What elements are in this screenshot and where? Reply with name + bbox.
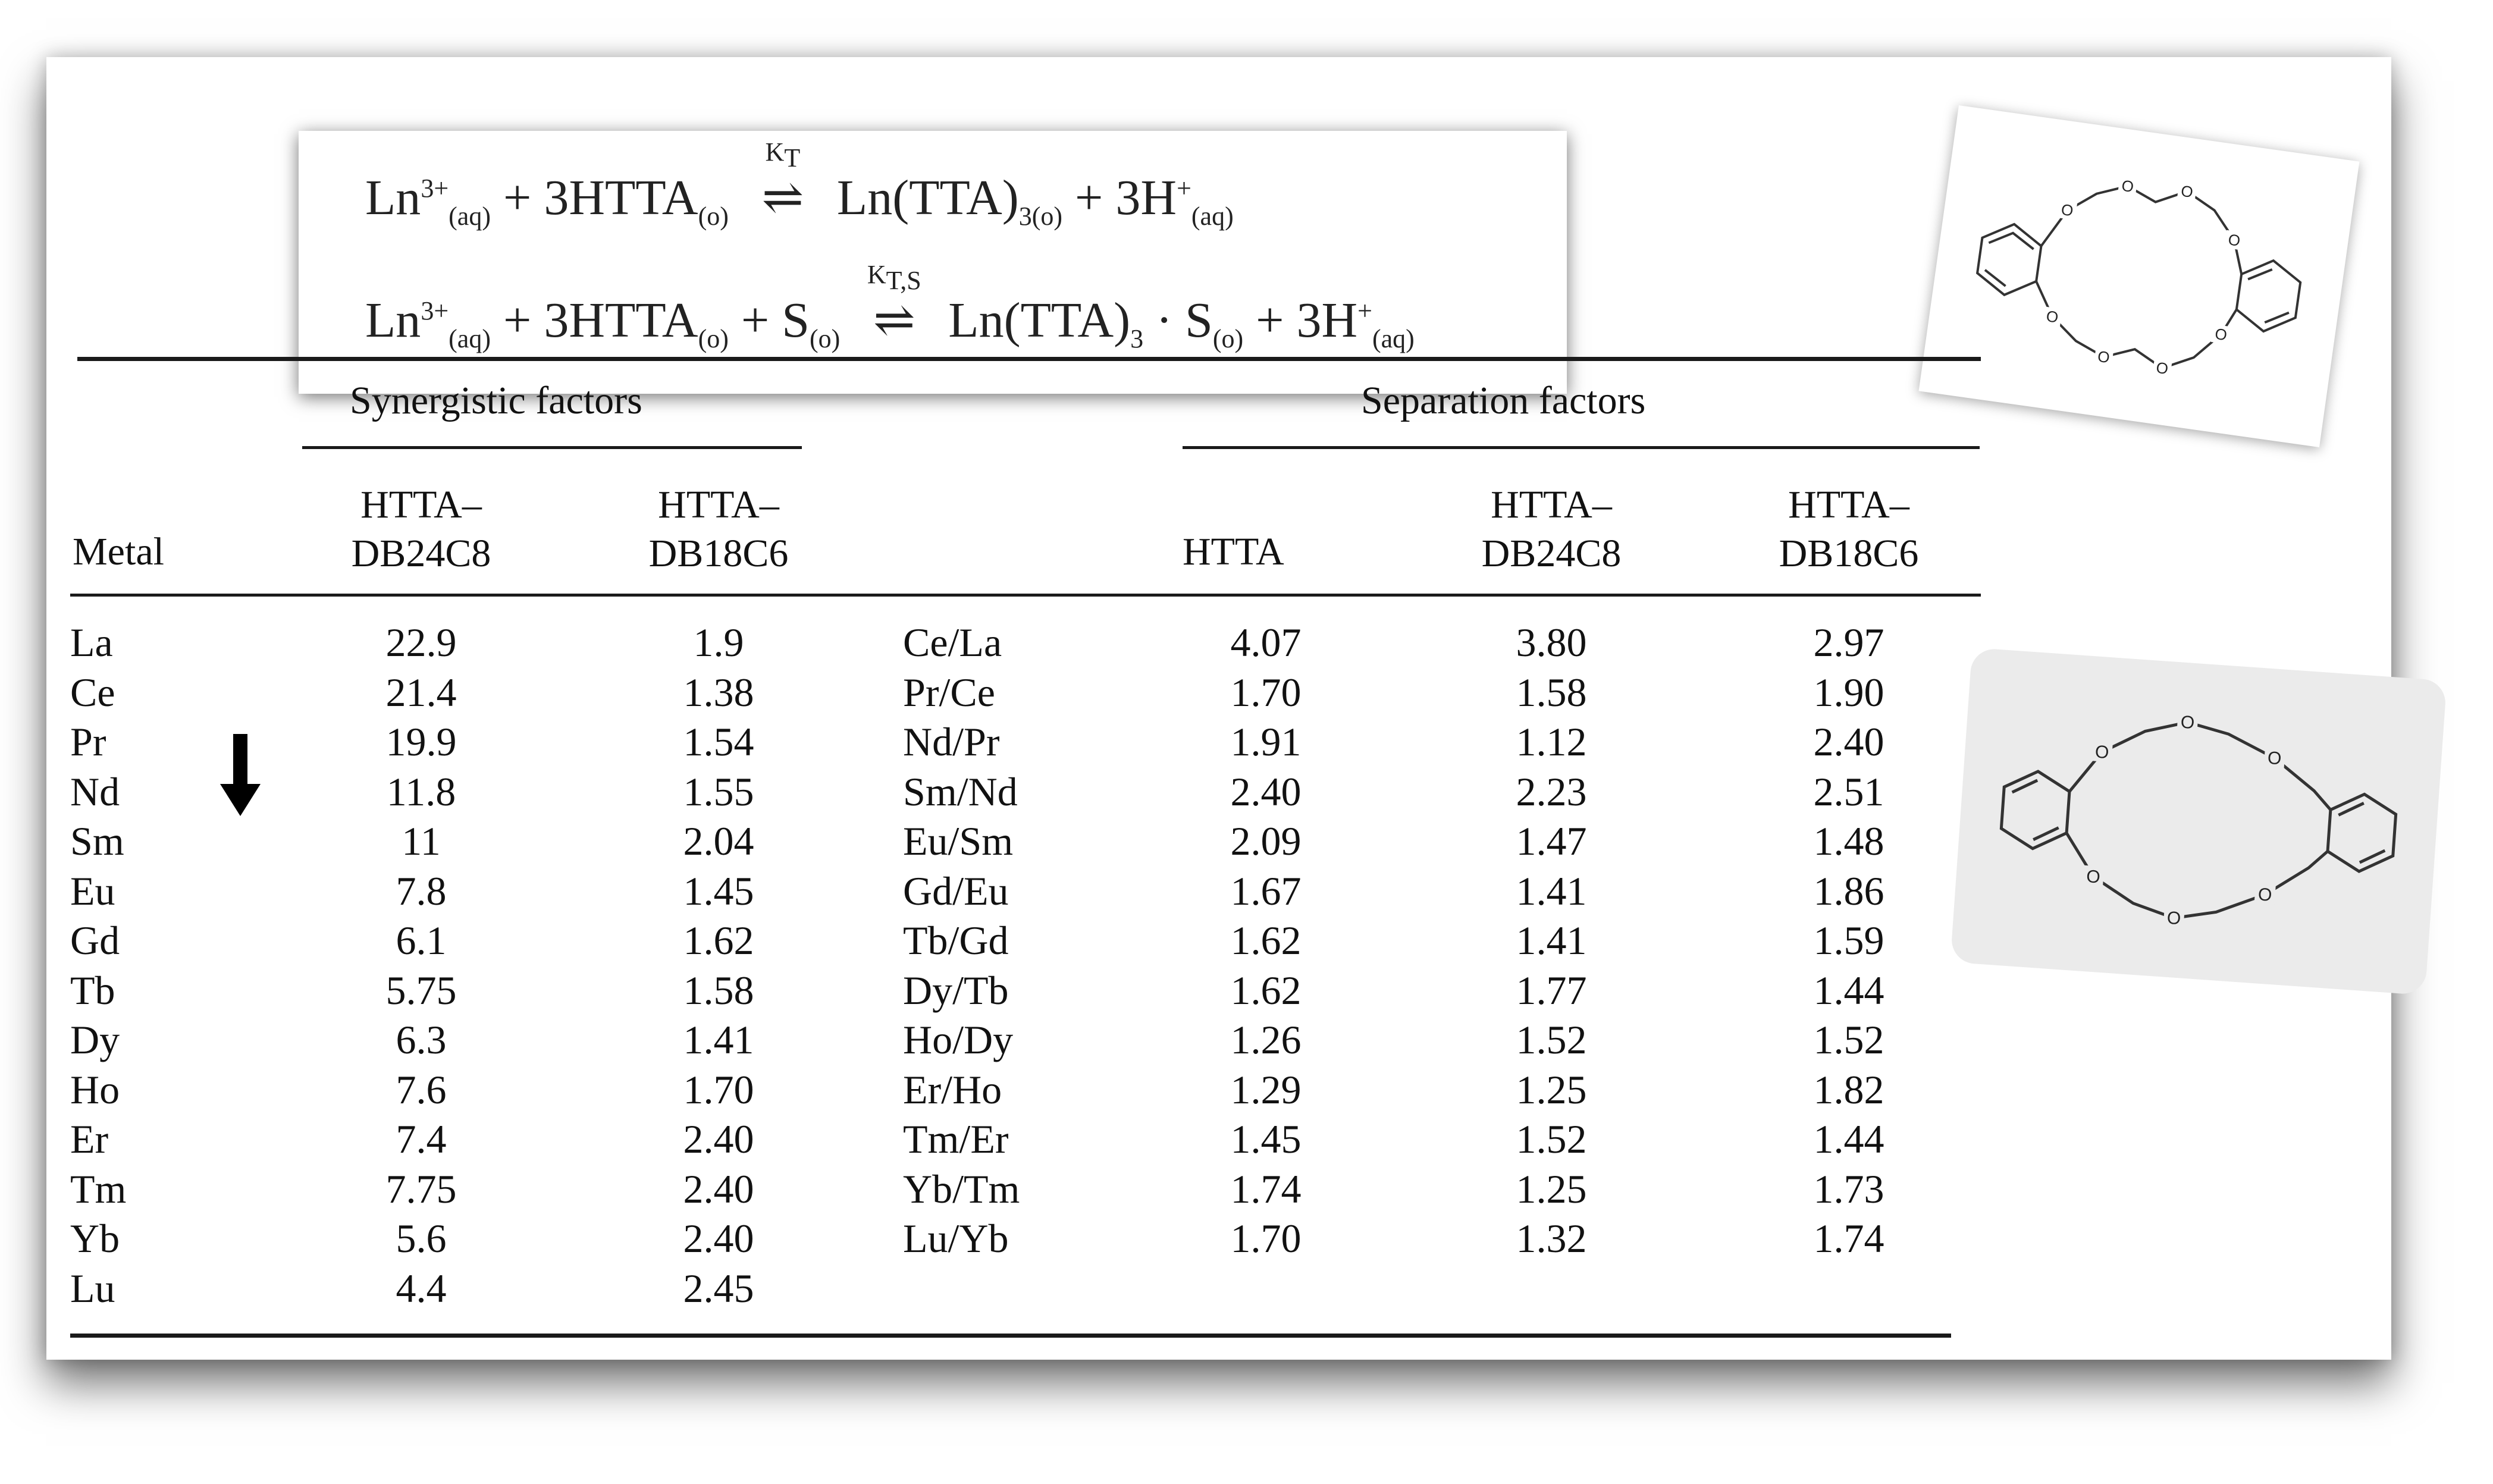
table-cell-metal: Lu: [70, 1265, 115, 1311]
table-cell-pair: Tb/Gd: [903, 918, 1009, 963]
table-cell-metal: Er: [70, 1116, 109, 1162]
table-cell-sep-db24c8: 1.41: [1516, 868, 1587, 914]
table-cell-sep-db18c6: 1.73: [1813, 1166, 1884, 1212]
table-cell-metal: Tm: [70, 1166, 127, 1212]
table-cell-sep-db18c6: 1.44: [1813, 1116, 1884, 1162]
eq1-reagent: + 3HTTA: [490, 170, 698, 225]
oxygen-label: O: [2096, 347, 2111, 367]
table-cell-syn-db18c6: 1.62: [683, 918, 754, 963]
table-cell-pair: Ho/Dy: [903, 1017, 1014, 1062]
column-header-sep-db18c6: HTTA– DB18C6: [1779, 483, 1919, 575]
table-cell-sep-db24c8: 1.25: [1516, 1066, 1587, 1112]
oxygen-label: O: [2213, 324, 2228, 344]
eq2-reagent-phase: (o): [698, 324, 729, 353]
eq2-proton-charge: +: [1357, 296, 1372, 325]
eq2-phase: (aq): [449, 324, 491, 353]
eq1-constant: K: [765, 137, 785, 167]
table-cell-syn-db18c6: 1.70: [683, 1066, 754, 1112]
table-cell-pair: Lu/Yb: [903, 1216, 1009, 1261]
table-cell-sep-db24c8: 3.80: [1516, 620, 1587, 665]
table-cell-syn-db18c6: 2.04: [683, 818, 754, 864]
table-cell-sep-db18c6: 1.52: [1813, 1017, 1884, 1062]
table-cell-sep-htta: 2.40: [1230, 768, 1302, 814]
table-cell-sep-db24c8: 1.41: [1516, 918, 1587, 963]
eq2-reagent: + 3HTTA: [490, 293, 698, 348]
table-cell-syn-db18c6: 1.38: [683, 669, 754, 715]
table-cell-syn-db24c8: 22.9: [385, 620, 457, 665]
table-bottom-rule: [70, 1334, 1951, 1338]
oxygen-label: O: [2266, 748, 2282, 769]
table-cell-syn-db18c6: 1.54: [683, 719, 754, 764]
table-cell-sep-db24c8: 1.32: [1516, 1216, 1587, 1261]
synergistic-factors-header: Synergistic factors: [350, 379, 642, 422]
table-cell-syn-db24c8: 6.1: [396, 918, 447, 963]
oxygen-label: O: [2120, 176, 2135, 196]
table-cell-metal: Sm: [70, 818, 124, 864]
table-cell-sep-htta: 4.07: [1230, 620, 1302, 665]
eq1-proton: + 3H: [1062, 170, 1177, 225]
table-cell-sep-htta: 1.62: [1230, 918, 1302, 963]
column-header-syn-db24c8: HTTA– DB24C8: [351, 483, 491, 575]
table-cell-pair: Yb/Tm: [903, 1166, 1020, 1212]
table-cell-sep-db24c8: 1.52: [1516, 1017, 1587, 1062]
slide: [46, 57, 2391, 1360]
separation-group-rule: [1183, 446, 1980, 449]
table-cell-syn-db24c8: 11: [402, 818, 441, 864]
table-cell-sep-db24c8: 1.25: [1516, 1166, 1587, 1212]
table-cell-metal: Gd: [70, 918, 120, 963]
table-cell-pair: Nd/Pr: [903, 719, 1000, 764]
table-cell-pair: Dy/Tb: [903, 967, 1009, 1013]
table-cell-syn-db18c6: 2.40: [683, 1216, 754, 1261]
oxygen-label: O: [2180, 181, 2194, 202]
table-cell-pair: Sm/Nd: [903, 768, 1018, 814]
table-cell-syn-db18c6: 1.55: [683, 768, 754, 814]
table-cell-syn-db18c6: 1.41: [683, 1017, 754, 1062]
table-cell-sep-db18c6: 1.90: [1813, 669, 1884, 715]
table-cell-syn-db24c8: 7.4: [396, 1116, 447, 1162]
eq1-metal: Ln: [365, 170, 421, 225]
oxygen-label: O: [2045, 307, 2060, 327]
eq1-proton-charge: +: [1177, 174, 1191, 203]
table-cell-sep-db18c6: 2.51: [1813, 768, 1884, 814]
oxygen-label: O: [2094, 742, 2110, 763]
table-cell-pair: Gd/Eu: [903, 868, 1009, 914]
table-cell-pair: Eu/Sm: [903, 818, 1014, 864]
table-cell-syn-db24c8: 5.6: [396, 1216, 447, 1261]
eq2-synergist: + S: [728, 293, 810, 348]
table-cell-sep-htta: 1.67: [1230, 868, 1302, 914]
table-cell-syn-db18c6: 2.40: [683, 1166, 754, 1212]
table-cell-metal: Pr: [70, 719, 106, 764]
table-cell-syn-db24c8: 7.6: [396, 1066, 447, 1112]
oxygen-label: O: [2180, 712, 2196, 733]
table-cell-syn-db18c6: 1.58: [683, 967, 754, 1013]
separation-factors-header: Separation factors: [1361, 379, 1646, 422]
table-cell-syn-db24c8: 5.75: [385, 967, 457, 1013]
table-cell-sep-db18c6: 1.86: [1813, 868, 1884, 914]
table-cell-sep-htta: 1.70: [1230, 1216, 1302, 1261]
table-cell-pair: Er/Ho: [903, 1066, 1002, 1112]
equation-box: [299, 131, 1567, 394]
table-cell-syn-db24c8: 21.4: [385, 669, 457, 715]
oxygen-label: O: [2166, 908, 2182, 929]
table-cell-sep-htta: 1.74: [1230, 1166, 1302, 1212]
table-cell-syn-db18c6: 2.40: [683, 1116, 754, 1162]
eq2-metal: Ln: [365, 293, 421, 348]
eq2-proton-phase: (aq): [1372, 324, 1415, 353]
table-cell-syn-db18c6: 1.9: [693, 620, 744, 665]
table-cell-sep-db24c8: 1.47: [1516, 818, 1587, 864]
table-cell-sep-htta: 1.26: [1230, 1017, 1302, 1062]
column-header-sep-htta: HTTA: [1183, 530, 1284, 573]
table-cell-sep-db24c8: 1.58: [1516, 669, 1587, 715]
oxygen-label: O: [2227, 230, 2242, 250]
table-cell-sep-db18c6: 1.48: [1813, 818, 1884, 864]
table-cell-metal: Tb: [70, 967, 115, 1013]
table-cell-metal: La: [70, 620, 113, 665]
column-header-metal: Metal: [73, 530, 164, 573]
equation-extraction: [365, 137, 1234, 231]
table-cell-sep-db18c6: 1.59: [1813, 918, 1884, 963]
table-cell-pair: Pr/Ce: [903, 669, 995, 715]
table-cell-sep-db18c6: 1.82: [1813, 1066, 1884, 1112]
db18c6-structure-drawing: [1950, 648, 2447, 996]
db18c6-structure: [1950, 648, 2447, 996]
oxygen-label: O: [2257, 884, 2273, 905]
eq2-adduct-phase: (o): [1212, 324, 1244, 353]
column-header-syn-db18c6: HTTA– DB18C6: [648, 483, 789, 575]
eq1-proton-phase: (aq): [1191, 201, 1234, 231]
table-cell-sep-db24c8: 1.52: [1516, 1116, 1587, 1162]
table-cell-sep-htta: 2.09: [1230, 818, 1302, 864]
eq2-proton: + 3H: [1243, 293, 1358, 348]
table-cell-sep-db18c6: 2.97: [1813, 620, 1884, 665]
eq1-product-phase: 3(o): [1018, 201, 1063, 231]
eq1-charge: 3+: [421, 174, 449, 203]
equilibrium-arrow: $K_T$ ⇌: [761, 137, 804, 225]
table-cell-sep-db24c8: 2.23: [1516, 768, 1587, 814]
oxygen-label: O: [2086, 867, 2101, 887]
eq2-adduct: · S: [1143, 293, 1213, 348]
table-cell-syn-db24c8: 4.4: [396, 1265, 447, 1311]
eq2-product-sub: 3: [1130, 324, 1144, 353]
table-cell-metal: Yb: [70, 1216, 120, 1261]
db24c8-structure-drawing: [1919, 105, 2360, 447]
eq2-charge: 3+: [421, 296, 449, 325]
eq2-product: Ln(TTA): [948, 293, 1131, 348]
table-cell-pair: Tm/Er: [903, 1116, 1009, 1162]
eq2-constant-sub: T,S: [886, 265, 921, 295]
table-cell-syn-db24c8: 7.75: [385, 1166, 457, 1212]
table-cell-pair: Ce/La: [903, 620, 1002, 665]
eq1-reagent-phase: (o): [698, 201, 729, 231]
table-cell-sep-htta: 1.29: [1230, 1066, 1302, 1112]
eq1-phase: (aq): [449, 201, 491, 231]
eq1-constant-sub: T: [784, 143, 801, 172]
table-cell-metal: Eu: [70, 868, 115, 914]
header-bottom-rule: [70, 594, 1981, 597]
equilibrium-arrow: $K_{T,S}$ ⇌: [867, 260, 921, 348]
table-cell-sep-db24c8: 1.77: [1516, 967, 1587, 1013]
eq2-synergist-phase: (o): [809, 324, 841, 353]
table-cell-syn-db24c8: 11.8: [386, 768, 456, 814]
table-cell-sep-htta: 1.45: [1230, 1116, 1302, 1162]
oxygen-label: O: [2155, 358, 2169, 378]
table-top-rule: [77, 357, 1981, 361]
eq2-constant: K: [867, 260, 886, 289]
db24c8-structure: [1919, 105, 2360, 447]
table-cell-metal: Ho: [70, 1066, 120, 1112]
table-cell-sep-htta: 1.91: [1230, 719, 1302, 764]
eq1-product: Ln(TTA): [836, 170, 1019, 225]
table-cell-syn-db24c8: 6.3: [396, 1017, 447, 1062]
table-cell-sep-db24c8: 1.12: [1516, 719, 1587, 764]
table-cell-syn-db18c6: 2.45: [683, 1265, 754, 1311]
table-cell-syn-db24c8: 7.8: [396, 868, 447, 914]
down-arrow-icon: [217, 734, 264, 817]
table-cell-sep-db18c6: 1.74: [1813, 1216, 1884, 1261]
equation-synergistic: [365, 260, 1415, 354]
table-cell-metal: Nd: [70, 768, 120, 814]
table-cell-sep-db18c6: 2.40: [1813, 719, 1884, 764]
table-cell-sep-db18c6: 1.44: [1813, 967, 1884, 1013]
synergistic-group-rule: [302, 446, 802, 449]
table-cell-sep-htta: 1.70: [1230, 669, 1302, 715]
table-cell-syn-db18c6: 1.45: [683, 868, 754, 914]
table-cell-metal: Ce: [70, 669, 115, 715]
table-cell-syn-db24c8: 19.9: [385, 719, 457, 764]
table-cell-sep-htta: 1.62: [1230, 967, 1302, 1013]
oxygen-label: O: [2060, 200, 2075, 220]
table-cell-metal: Dy: [70, 1017, 120, 1062]
column-header-sep-db24c8: HTTA– DB24C8: [1481, 483, 1622, 575]
